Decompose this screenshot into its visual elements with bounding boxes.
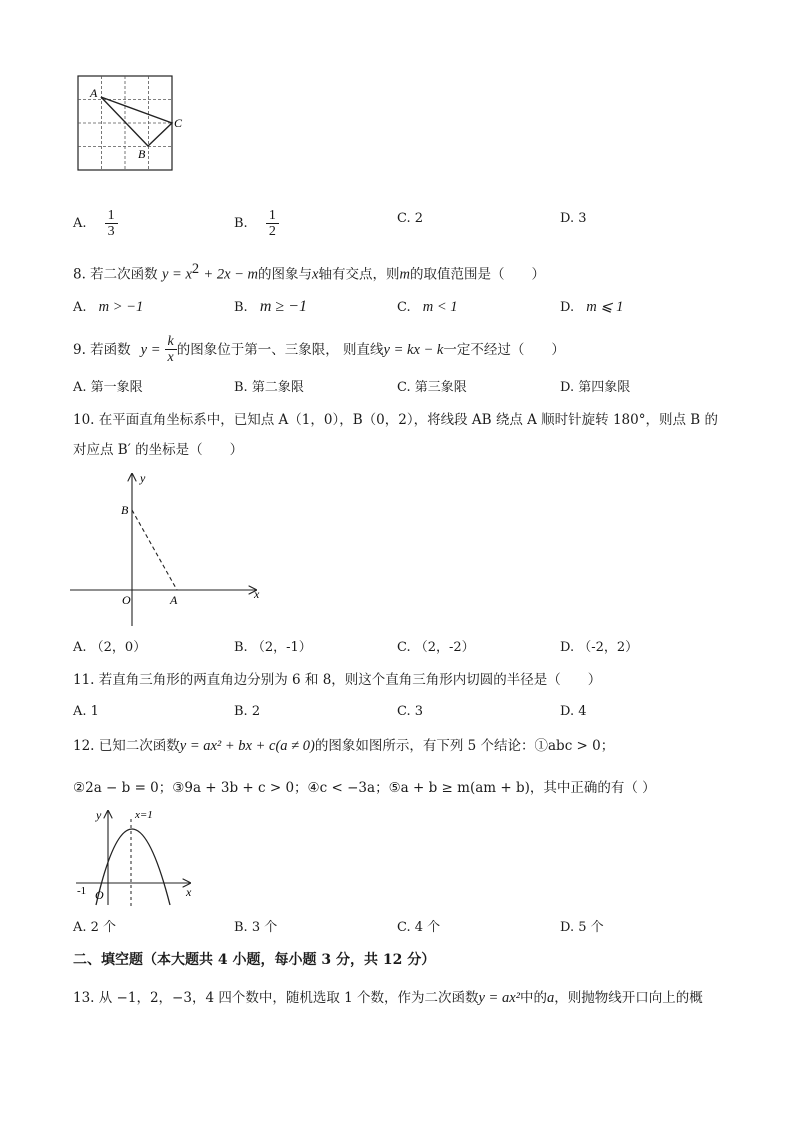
origin-label: O (95, 888, 104, 902)
q12-option-c: C. 4 个 (397, 920, 441, 935)
question-12-line-2: ②2a − b = 0；③9a + 3b + c > 0；④c < −3a；⑤a + b ≥ m(am + b)，其中正确的有（ ） (73, 780, 656, 796)
point-label-a: A (170, 593, 178, 607)
question-13: 13. 从 −1，2，−3，4 四个数中，随机选取 1 个数，作为二次函数y = ax²中的a，则抛物线开口向上的概 (73, 990, 703, 1006)
q12-option-a: A. 2 个 (73, 920, 117, 935)
question-12-line-1: 12. 已知二次函数y = ax² + bx + c(a ≠ 0)的图象如图所示，有下列 5 个结论：①abc > 0； (73, 738, 615, 754)
question-10-line-2: 对应点 B′ 的坐标是（ ） (73, 442, 244, 458)
q8-option-b: B. m ≥ −1 (234, 298, 307, 315)
q9-option-c: C. 第三象限 (397, 380, 467, 395)
origin-label: O (122, 593, 131, 607)
q11-option-d: D. 4 (560, 704, 587, 719)
q8-option-c: C. m < 1 (397, 299, 458, 315)
q7-option-c: C. 2 (397, 211, 424, 226)
question-9: 9. 若函数 y = $\frac{k}{x}$ 的图象位于第一、三象限， 则直线 y = kx − k 一定不经过（ ） (73, 334, 565, 365)
q11-option-c: C. 3 (397, 704, 424, 719)
axis-label-y: y (140, 471, 146, 485)
q10-option-c: C. （2，-2） (397, 640, 475, 655)
q8-option-a: A. m > −1 (73, 299, 144, 315)
q10-option-a: A. （2，0） (73, 640, 147, 655)
q9-option-b: B. 第二象限 (234, 380, 304, 395)
q7-option-a: A. $\frac{1}{3}$ (73, 208, 118, 239)
symmetry-axis-label: x=1 (135, 809, 153, 821)
grid-triangle-figure (66, 66, 196, 176)
axis-label-y: y (96, 808, 102, 822)
q7-option-b: B. $\frac{1}{2}$ (234, 208, 279, 239)
neg-one-label: -1 (77, 885, 87, 897)
point-label-b: B (121, 503, 129, 517)
q7-option-d: D. 3 (560, 211, 587, 226)
q10-option-d: D. （-2，2） (560, 640, 639, 655)
q9-option-d: D. 第四象限 (560, 380, 631, 395)
axis-label-x: x (254, 587, 260, 601)
parabola-figure (74, 805, 198, 909)
axis-label-x: x (186, 885, 192, 899)
label-a: A (90, 86, 98, 100)
q11-option-b: B. 2 (234, 704, 261, 719)
q8-option-d: D. m ⩽ 1 (560, 299, 624, 315)
label-c: C (174, 116, 183, 130)
q12-option-d: D. 5 个 (560, 920, 604, 935)
label-b: B (138, 147, 146, 161)
q9-option-a: A. 第一象限 (73, 380, 143, 395)
question-8: 8. 若二次函数 $y = x^2 + 2x - m$的图象与x轴有交点，则m的取值范围是（ ） (73, 261, 545, 283)
question-10-line-1: 10. 在平面直角坐标系中，已知点 A（1，0），B（0，2），将线段 AB 绕点 A 顺时针旋转 180°，则点 B 的 (73, 412, 718, 428)
coordinate-axes-figure (66, 468, 266, 630)
q12-option-b: B. 3 个 (234, 920, 278, 935)
section-title: 二、填空题（本大题共 4 小题，每小题 3 分，共 12 分） (73, 952, 436, 968)
question-11: 11. 若直角三角形的两直角边分别为 6 和 8，则这个直角三角形内切圆的半径是（ ） (73, 672, 602, 688)
q11-option-a: A. 1 (73, 704, 99, 719)
q10-option-b: B. （2，-1） (234, 640, 312, 655)
